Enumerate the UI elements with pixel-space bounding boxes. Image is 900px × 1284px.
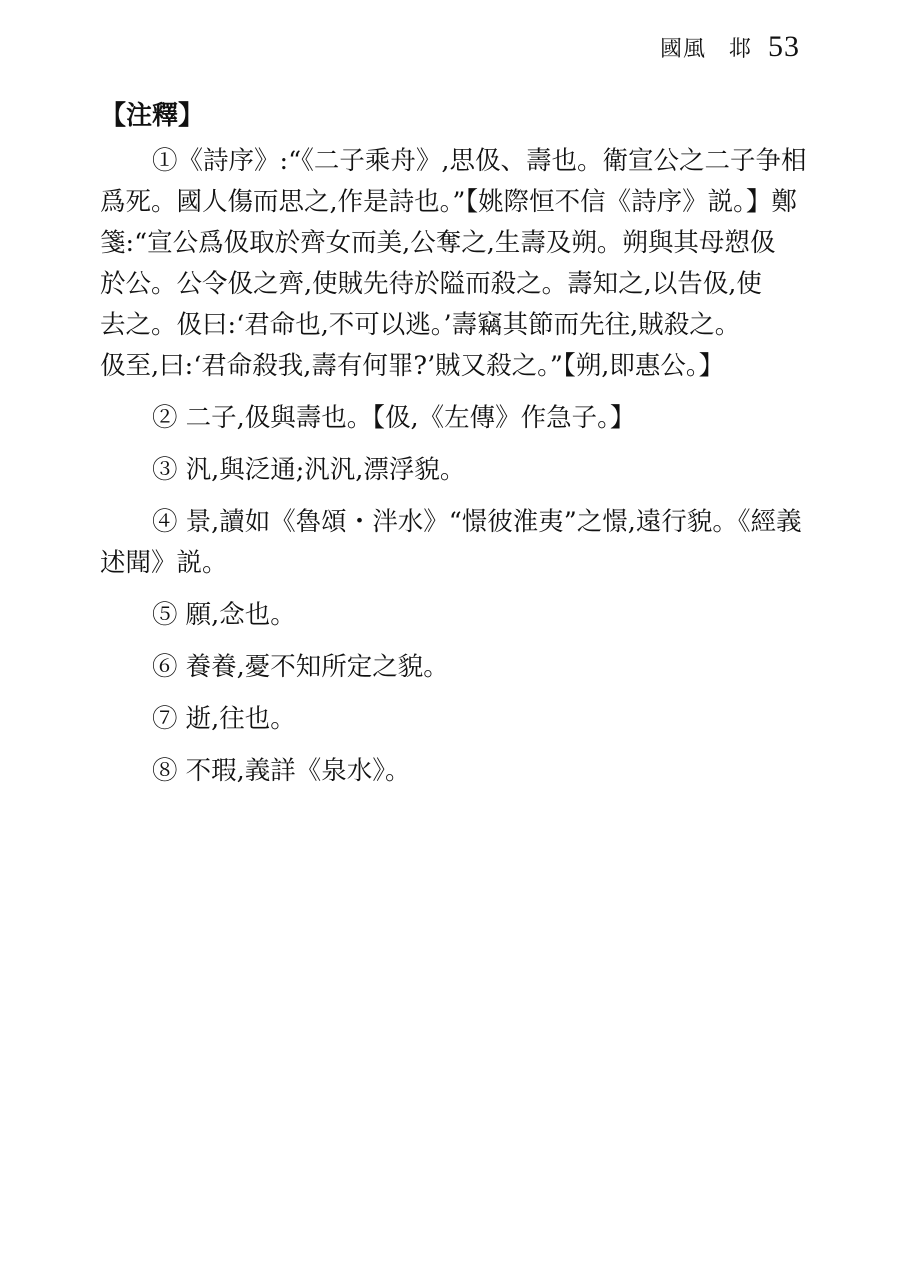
note-2 xyxy=(100,398,810,439)
note-line: 伋至,曰:‘君命殺我,壽有何罪?’賊又殺之。”【朔,即惠公。】 xyxy=(100,351,725,381)
note-3 xyxy=(100,450,810,491)
notes-heading: 【注釋】 xyxy=(100,101,205,131)
note-line: ⑦ 逝,往也。 xyxy=(152,704,296,734)
note-line: ④ 景,讀如《魯頌・泮水》“憬彼淮夷”之憬,遠行貌。《經義 xyxy=(152,507,802,537)
running-head xyxy=(660,30,800,67)
note-8 xyxy=(100,751,810,792)
note-line: 於公。公令伋之齊,使賊先待於隘而殺之。壽知之,以告伋,使 xyxy=(100,269,762,299)
note-line: 箋:“宣公爲伋取於齊女而美,公奪之,生壽及朔。朔與其母愬伋 xyxy=(100,228,776,258)
note-line: ⑥ 養養,憂不知所定之貌。 xyxy=(152,652,449,682)
note-6 xyxy=(100,647,810,688)
note-line: 去之。伋曰:‘君命也,不可以逃。’壽竊其節而先往,賊殺之。 xyxy=(100,310,741,340)
note-1 xyxy=(100,141,810,387)
note-7 xyxy=(100,699,810,740)
note-line: ② 二子,伋與壽也。【伋,《左傳》作急子。】 xyxy=(152,403,636,433)
note-line: ①《詩序》:“《二子乘舟》,思伋、壽也。衛宣公之二子争相 xyxy=(152,146,807,176)
note-5 xyxy=(100,595,810,636)
note-line: 述聞》説。 xyxy=(100,548,228,578)
notes-list xyxy=(100,141,810,792)
note-4 xyxy=(100,502,810,584)
running-head-section: 國風 邶 xyxy=(659,37,752,62)
note-line: 爲死。國人傷而思之,作是詩也。”【姚際恒不信《詩序》説。】鄭 xyxy=(100,187,797,217)
note-line: ③ 汎,與泛通;汎汎,漂浮貌。 xyxy=(152,455,466,485)
note-line: ⑧ 不瑕,義詳《泉水》。 xyxy=(152,756,411,786)
note-line: ⑤ 願,念也。 xyxy=(152,600,296,630)
page-number: 53 xyxy=(768,30,800,63)
